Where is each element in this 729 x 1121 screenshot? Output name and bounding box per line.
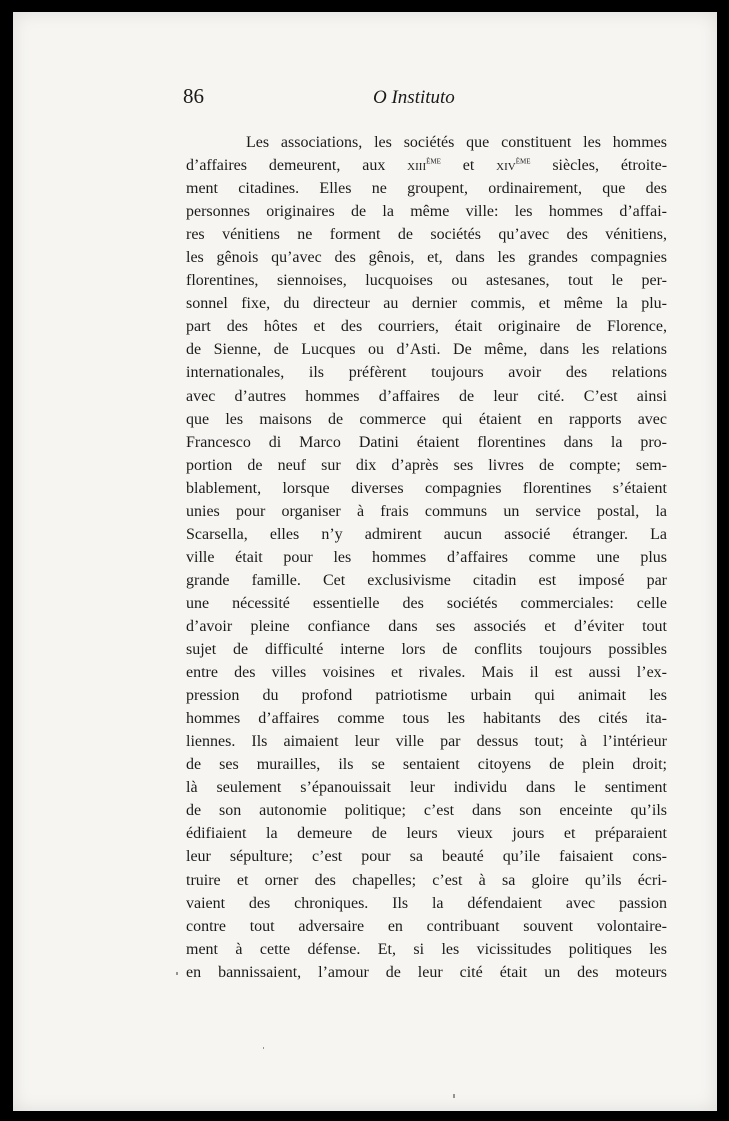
body-line: entre des villes voisines et rivales. Mais il est aussi l’ex- xyxy=(186,664,667,682)
running-title: O Instituto xyxy=(373,87,455,108)
body-line: blablement, lorsque diverses compagnies florentines s’étaient xyxy=(186,479,667,497)
body-line: liennes. Ils aimaient leur ville par dessus tout; à l’intérieur xyxy=(186,733,667,751)
body-line: Scarsella, elles n’y admirent aucun associé étranger. La xyxy=(186,525,667,543)
century-ordinal xyxy=(496,157,530,174)
body-line: une nécessité essentielle des sociétés commerciales: celle xyxy=(186,594,667,612)
ordinal-suffix: ème xyxy=(426,155,441,167)
page-header xyxy=(13,84,717,114)
body-line: pression du profond patriotisme urbain qui animait les xyxy=(186,687,667,705)
body-line: leur sépulture; c’est pour sa beauté qu’ile faisaient cons- xyxy=(186,848,667,866)
body-line: truire et orner des chapelles; c’est à sa gloire qu’ils écri- xyxy=(186,871,667,889)
body-line: res vénitiens ne forment de sociétés qu’avec des vénitiens, xyxy=(186,226,667,244)
body-line: sonnel fixe, du directeur au dernier commis, et même la plu- xyxy=(186,295,667,313)
body-line: de Sienne, de Lucques ou d’Asti. De même, dans les relations xyxy=(186,341,667,359)
scan-speck xyxy=(176,972,178,975)
body-text xyxy=(186,131,667,984)
text-run: siècles, étroite- xyxy=(530,157,667,175)
body-line: ment à cette défense. Et, si les vicissitudes politiques les xyxy=(186,940,667,958)
body-line: contre tout adversaire en contribuant souvent volontaire- xyxy=(186,917,667,935)
body-line: unies pour organiser à frais communs un service postal, la xyxy=(186,502,667,520)
body-line: avec d’autres hommes d’affaires de leur cité. C’est ainsi xyxy=(186,387,667,405)
scan-speck xyxy=(453,1094,455,1098)
ordinal-suffix: ème xyxy=(515,155,531,167)
body-line: là seulement s’épanouissait leur individu dans le sentiment xyxy=(186,779,667,797)
body-line: édifiaient la demeure de leurs vieux jours et préparaient xyxy=(186,825,667,843)
body-line: ment citadines. Elles ne groupent, ordinairement, que des xyxy=(186,180,667,198)
body-line: ville était pour les hommes d’affaires comme une plus xyxy=(186,548,667,566)
body-line: de son autonomie politique; c’est dans son enceinte qu’ils xyxy=(186,802,667,820)
page-number: 86 xyxy=(183,84,204,108)
body-line: vaient des chroniques. Ils la défendaient avec passion xyxy=(186,894,667,912)
body-line: en bannissaient, l’amour de leur cité était un des moteurs xyxy=(186,963,667,981)
roman-numeral: xiv xyxy=(496,157,516,175)
book-page xyxy=(13,12,717,1111)
roman-numeral: xiii xyxy=(407,157,427,175)
body-line: de ses murailles, ils se sentaient citoyens de plein droit; xyxy=(186,756,667,774)
body-line xyxy=(186,154,667,177)
body-line: Les associations, les sociétés que constituent les hommes xyxy=(246,134,667,151)
body-line: florentines, siennoises, lucquoises ou astesanes, tout le per- xyxy=(186,272,667,290)
scan-speck xyxy=(263,1047,264,1049)
body-line: portion de neuf sur dix d’après ses livres de compte; sem- xyxy=(186,456,667,474)
century-ordinal xyxy=(407,157,441,174)
body-line: part des hôtes et des courriers, était originaire de Florence, xyxy=(186,318,667,336)
body-line: internationales, ils préfèrent toujours avoir des relations xyxy=(186,364,667,382)
body-line: hommes d’affaires comme tous les habitants des cités ita- xyxy=(186,710,667,728)
text-run: d’affaires demeurent, aux xyxy=(186,157,408,175)
body-line: d’avoir pleine confiance dans ses associés et d’éviter tout xyxy=(186,617,667,635)
body-line: grande famille. Cet exclusivisme citadin est imposé par xyxy=(186,571,667,589)
body-line: sujet de difficulté interne lors de conflits toujours possibles xyxy=(186,641,667,659)
body-line: les gênois qu’avec des gênois, et, dans les grandes compagnies xyxy=(186,249,667,267)
body-line: personnes originaires de la même ville: les hommes d’affai- xyxy=(186,203,667,221)
body-line: Francesco di Marco Datini étaient florentines dans la pro- xyxy=(186,433,667,451)
text-run: et xyxy=(440,157,497,175)
body-line: que les maisons de commerce qui étaient en rapports avec xyxy=(186,410,667,428)
